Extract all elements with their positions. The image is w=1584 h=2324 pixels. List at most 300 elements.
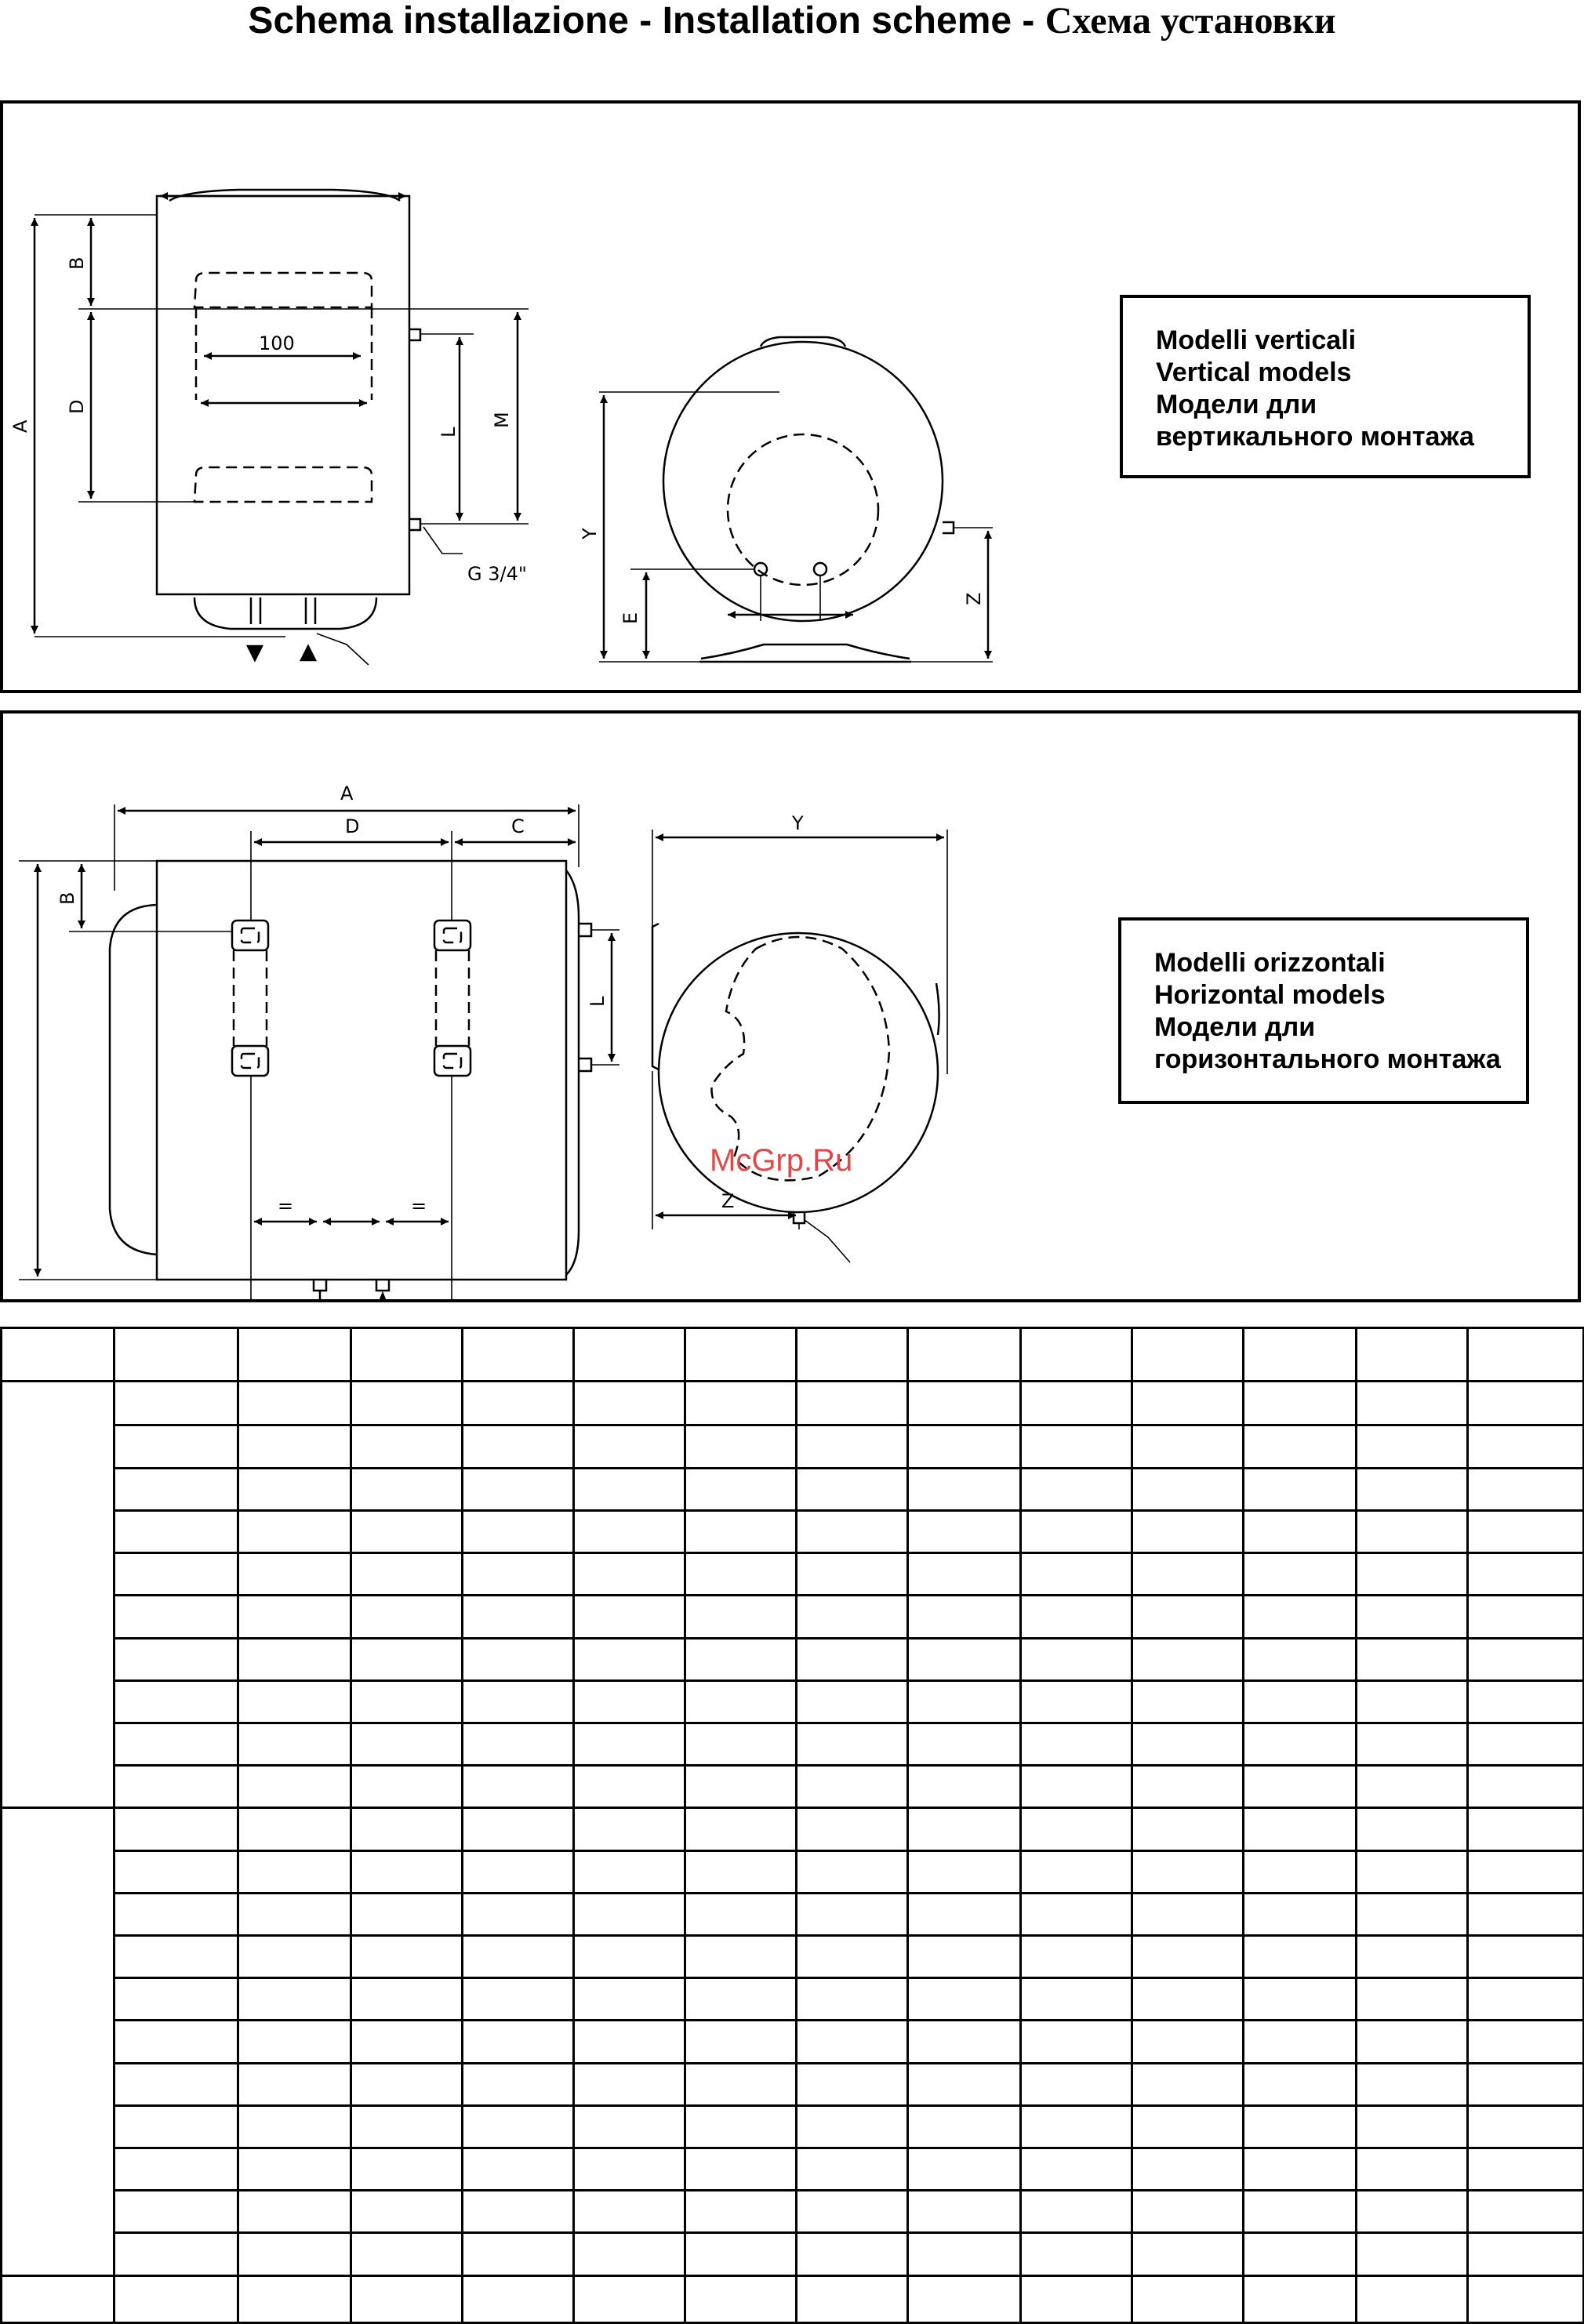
flow-arrows [248,646,315,660]
table-cell [1132,1510,1244,1552]
table-cell [1244,1638,1357,1680]
table-cell [1468,1766,1584,1808]
table-cell [908,1425,1021,1468]
table-cell [1021,2063,1132,2105]
label-spacing: 100 [259,332,295,354]
table-cell [1357,1850,1468,1893]
table-cell [1468,1978,1584,2021]
table-cell [463,1382,574,1425]
table-cell [685,2275,797,2322]
table-cell [574,1468,685,1510]
table-cell [685,1382,797,1425]
table-cell [1357,1382,1468,1425]
table-cell [908,1510,1021,1552]
table-cell [1132,1328,1244,1382]
table-row [2,1638,1584,1680]
table-cell [1244,1893,1357,1935]
label-z: Z [721,1190,735,1212]
legend-line-ru-2: горизонтального монтажа [1154,1044,1501,1074]
table-cell [1132,1808,1244,1850]
table-cell [1244,1978,1357,2021]
table-cell [797,1766,908,1808]
table-cell [1132,1638,1244,1680]
table-cell [1468,1850,1584,1893]
table-cell [463,1553,574,1596]
table-cell [1021,1553,1132,1596]
table-cell [908,1850,1021,1893]
table-cell [463,1680,574,1723]
table-cell [685,1596,797,1638]
table-cell [1021,1935,1132,1977]
table-cell [797,2063,908,2105]
pipe-inlet [754,563,767,576]
table-cell [797,2021,908,2063]
table-cell [1132,2191,1244,2233]
table-cell [908,1766,1021,1808]
table-cell [1021,2105,1132,2148]
table-cell [238,1893,351,1935]
table-cell [463,1723,574,1765]
table-cell [685,1978,797,2021]
table-cell [2,2275,114,2322]
table-cell [1132,1553,1244,1596]
table-cell [908,1978,1021,2021]
table-cell [351,1766,463,1808]
table-cell [238,1850,351,1893]
table-row [2,2105,1584,2148]
table-cell [1468,1638,1584,1680]
table-cell [463,2233,574,2275]
table-cell [1468,1808,1584,1850]
table-cell [908,2105,1021,2148]
table-row [2,1723,1584,1765]
table-cell [1357,1893,1468,1935]
label-equal-left: = [278,1195,294,1217]
table-cell [574,1596,685,1638]
boiler-right-cap [566,870,579,1275]
table-cell [797,2233,908,2275]
table-cell [685,1510,797,1552]
label-equal-right: = [411,1195,427,1217]
table-cell [1132,2275,1244,2322]
table-row [2,1328,1584,1382]
boiler-bottom-cover [194,597,376,629]
table-cell [463,1468,574,1510]
table-cell [114,1680,238,1723]
table-cell [114,1893,238,1935]
table-cell [114,2191,238,2233]
table-row [2,1468,1584,1510]
table-cell [1132,1680,1244,1723]
table-group-cell [2,1808,114,2275]
table-cell [351,1425,463,1468]
table-cell [238,1328,351,1382]
table-cell [1244,1468,1357,1510]
table-cell [1244,1510,1357,1552]
table-cell [1357,1935,1468,1977]
table-cell [1468,2105,1584,2148]
table-row [2,1553,1584,1596]
table-cell [351,1328,463,1382]
table-cell [1021,1328,1132,1382]
table-cell [238,1680,351,1723]
table-cell [351,1468,463,1510]
table-cell [797,1638,908,1680]
table-cell [685,2021,797,2063]
table-cell [463,1808,574,1850]
table-cell [1021,2021,1132,2063]
table-cell [238,2021,351,2063]
table-cell [574,1893,685,1935]
table-cell [685,1553,797,1596]
label-d: D [66,399,88,414]
table-cell [1021,2233,1132,2275]
table-cell [574,2275,685,2322]
table-cell [463,1766,574,1808]
table-cell [238,1596,351,1638]
table-cell [351,1382,463,1425]
title-ru: Схема установки [1044,0,1336,42]
table-cell [797,1425,908,1468]
side-connections [409,329,420,530]
table-cell [908,1935,1021,1977]
table-cell [797,1850,908,1893]
table-cell [1244,1766,1357,1808]
table-row [2,1680,1584,1723]
table-cell [1021,1978,1132,2021]
table-row [2,1382,1584,1425]
table-cell [1021,2275,1132,2322]
table-cell [574,2191,685,2233]
table-cell [351,1680,463,1723]
title-separator: - [1012,0,1045,42]
table-cell [1244,1553,1357,1596]
table-cell [797,2148,908,2190]
table-cell [1468,1553,1584,1596]
table-row [2,2148,1584,2190]
table-cell [1132,1766,1244,1808]
table-cell [908,1893,1021,1935]
table-cell [1468,1382,1584,1425]
table-cell [908,1638,1021,1680]
table-cell [574,1935,685,1977]
table-cell [1021,1425,1132,1468]
table-cell [1468,1596,1584,1638]
table-cell [797,2105,908,2148]
table-cell [1357,1328,1468,1382]
wall-plate [652,924,659,1069]
table-cell [114,2063,238,2105]
table-cell [1132,1425,1244,1468]
cylinder-base [701,645,910,659]
table-cell [908,2148,1021,2190]
right-bracket [936,983,939,1035]
table-cell [351,1850,463,1893]
table-cell [1468,1723,1584,1765]
table-cell [685,1328,797,1382]
table-cell [351,1596,463,1638]
vertical-models-legend [1120,295,1531,478]
title-separator: - [628,0,663,42]
table-cell [1357,1468,1468,1510]
label-thread: G 3/4" [467,563,527,585]
table-cell [1357,1510,1468,1552]
watermark-text: McGrp.Ru [710,1143,853,1178]
table-cell [1244,2105,1357,2148]
table-cell [351,2105,463,2148]
table-cell [685,1425,797,1468]
table-cell [1468,1680,1584,1723]
table-cell [463,1638,574,1680]
table-cell [797,1510,908,1552]
table-cell [908,2021,1021,2063]
table-cell [114,1978,238,2021]
table-cell [1021,1850,1132,1893]
table-cell [1357,1978,1468,2021]
label-b: B [56,891,78,905]
table-row [2,1893,1584,1935]
table-cell [114,1468,238,1510]
table-cell [351,1553,463,1596]
table-cell [1357,2191,1468,2233]
table-cell [908,1328,1021,1382]
table-cell [1021,2191,1132,2233]
table-cell [463,1978,574,2021]
table-cell [1132,1978,1244,2021]
table-cell [797,1596,908,1638]
dimension-table [0,1327,1584,2324]
table-cell [685,1680,797,1723]
table-cell [463,2191,574,2233]
table-cell [1357,1638,1468,1680]
table-row [2,1935,1584,1977]
table-cell [1244,1596,1357,1638]
table-cell [351,2063,463,2105]
horizontal-models-legend [1118,917,1529,1104]
legend-line-ru-2: вертикального монтажа [1156,422,1474,452]
table-cell [1021,1596,1132,1638]
table-cell [351,1808,463,1850]
table-cell [1244,1680,1357,1723]
table-cell [1021,1808,1132,1850]
table-cell [574,1850,685,1893]
table-cell [685,1468,797,1510]
table-cell [1244,1850,1357,1893]
table-cell [1244,2191,1357,2233]
legend-line-ru-1: Модели дли [1154,1012,1316,1042]
table-cell [685,2191,797,2233]
table-cell [238,1510,351,1552]
table-cell [1244,2021,1357,2063]
table-cell [114,1723,238,1765]
wall-brackets [232,921,470,1076]
table-cell [685,1850,797,1893]
table-cell [574,1978,685,2021]
table-cell [574,1382,685,1425]
table-cell [351,1978,463,2021]
table-cell [238,2105,351,2148]
table-cell [114,1808,238,1850]
table-cell [1132,1596,1244,1638]
table-cell [1468,2275,1584,2322]
side-connection [943,522,954,533]
table-cell [1468,1935,1584,1977]
table-cell [1132,1723,1244,1765]
vertical-models-panel [0,100,1581,693]
bottom-connection [794,1212,805,1223]
label-y: Y [579,528,601,539]
table-cell [1021,1893,1132,1935]
table-cell [908,2275,1021,2322]
table-cell [463,2105,574,2148]
table-cell [114,1935,238,1977]
table-cell [908,2191,1021,2233]
table-cell [114,2148,238,2190]
table-cell [238,1638,351,1680]
table-cell [463,1596,574,1638]
table-cell [1132,2233,1244,2275]
table-cell [685,1893,797,1935]
table-cell [351,1723,463,1765]
table-cell [351,1638,463,1680]
boiler-end-cap [110,905,157,1255]
table-cell [574,1766,685,1808]
table-cell [908,1596,1021,1638]
table-cell [1468,1468,1584,1510]
horizontal-boiler-body [157,861,566,1280]
table-cell [238,2191,351,2233]
table-cell [1468,2063,1584,2105]
table-cell [574,2021,685,2063]
table-cell [1244,1723,1357,1765]
table-cell [238,1935,351,1977]
table-cell [114,1382,238,1425]
table-cell [574,2148,685,2190]
table-cell [1021,1680,1132,1723]
table-cell [114,1596,238,1638]
table-cell [1357,1808,1468,1850]
table-cell [238,1723,351,1765]
table-cell [351,2191,463,2233]
table-cell [908,1723,1021,1765]
bottom-pipes [314,1280,389,1291]
page-title [0,0,1584,47]
label-z: Z [963,592,985,605]
table-cell [908,1680,1021,1723]
label-y: Y [792,812,804,834]
table-cell [1021,1766,1132,1808]
table-cell [685,2233,797,2275]
table-cell [1132,2105,1244,2148]
table-cell [1132,1850,1244,1893]
table-cell [1244,2275,1357,2322]
table-cell [574,1680,685,1723]
table-row [2,2191,1584,2233]
table-cell [797,1808,908,1850]
table-cell [351,2148,463,2190]
table-cell [1132,1468,1244,1510]
table-cell [1357,2105,1468,2148]
table-cell [463,2063,574,2105]
table-row [2,2233,1584,2275]
table-cell [1468,2191,1584,2233]
table-row [2,1510,1584,1552]
table-cell [114,1850,238,1893]
table-cell [1468,1328,1584,1382]
table-cell [463,2275,574,2322]
table-cell [685,2105,797,2148]
table-cell [238,2063,351,2105]
label-a: A [9,419,31,433]
legend-line-en: Vertical models [1156,358,1352,387]
table-cell [1244,1808,1357,1850]
legend-line-en: Horizontal models [1154,980,1386,1010]
table-cell [238,1425,351,1468]
table-cell [1244,1935,1357,1977]
table-cell [463,1510,574,1552]
side-view-cylinder [663,342,943,621]
table-cell [114,2105,238,2148]
table-group-cell [2,1382,114,1808]
table-cell [797,2191,908,2233]
table-cell [1357,1766,1468,1808]
table-cell [463,1425,574,1468]
label-c: C [511,815,525,837]
table-cell [463,1850,574,1893]
table-cell [1021,1638,1132,1680]
table-cell [1357,1723,1468,1765]
table-cell [1132,1382,1244,1425]
table-cell [238,1808,351,1850]
table-cell [1468,2148,1584,2190]
table-cell [1357,1425,1468,1468]
table-cell [238,1978,351,2021]
table-cell [1357,2148,1468,2190]
table-cell [351,2275,463,2322]
table-cell [1244,2063,1357,2105]
table-cell [238,1553,351,1596]
table-cell [1132,1935,1244,1977]
table-cell [1468,2233,1584,2275]
table-cell [351,2021,463,2063]
table-cell [114,1553,238,1596]
bottom-pipes [251,597,315,624]
table-cell [797,1553,908,1596]
table-cell [685,1766,797,1808]
table-cell [1357,2275,1468,2322]
pipe-leader [317,634,369,665]
table-cell [908,1808,1021,1850]
table-row [2,1425,1584,1468]
table-cell [114,1328,238,1382]
table-cell [1244,1382,1357,1425]
table-cell [1244,2233,1357,2275]
label-a: A [340,783,354,804]
label-l: L [587,996,609,1007]
table-cell [908,2233,1021,2275]
table-cell [463,2021,574,2063]
legend-line-ru-1: Модели дли [1156,390,1317,419]
table-cell [574,1553,685,1596]
table-cell [1357,1596,1468,1638]
table-cell [685,1723,797,1765]
table-cell [114,2021,238,2063]
table-cell [1468,1425,1584,1468]
table-cell [574,1328,685,1382]
table-cell [797,1893,908,1935]
thread-leader [423,527,463,554]
table-cell [1021,1468,1132,1510]
